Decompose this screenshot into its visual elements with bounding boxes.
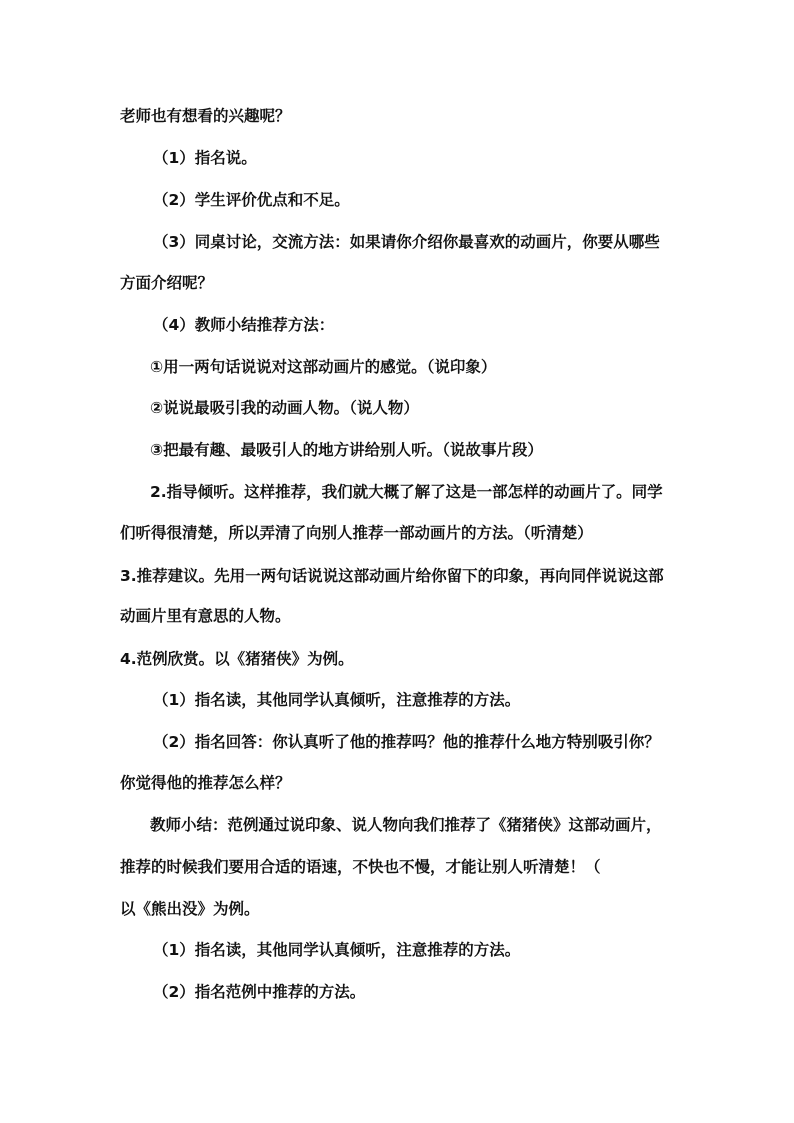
paragraph-line: ②说说最吸引我的动画人物。（说人物） bbox=[150, 399, 419, 417]
paragraph-line: 老师也有想看的兴趣呢？ bbox=[120, 107, 291, 125]
paragraph-line: 动画片里有意思的人物。 bbox=[120, 607, 291, 625]
paragraph-line: （2）指名范例中推荐的方法。 bbox=[153, 983, 366, 1001]
paragraph-line: 3.推荐建议。先用一两句话说说这部动画片给你留下的印象，再向同伴说说这部 bbox=[120, 567, 664, 585]
paragraph-line: ③把最有趣、最吸引人的地方讲给别人听。（说故事片段） bbox=[150, 441, 543, 459]
paragraph-line: （2）指名回答：你认真听了他的推荐吗？他的推荐什么地方特别吸引你？ bbox=[153, 733, 660, 751]
paragraph-line: 2.指导倾听。这样推荐，我们就大概了解了这是一部怎样的动画片了。同学 bbox=[150, 483, 663, 501]
paragraph-line: 你觉得他的推荐怎么样？ bbox=[120, 774, 291, 792]
paragraph-line: ①用一两句话说说对这部动画片的感觉。（说印象） bbox=[150, 358, 497, 376]
paragraph-line: 们听得很清楚，所以弄清了向别人推荐一部动画片的方法。（听清楚） bbox=[120, 524, 593, 542]
paragraph-line: （1）指名说。 bbox=[153, 149, 257, 167]
paragraph-line: （3）同桌讨论，交流方法：如果请你介绍你最喜欢的动画片，你要从哪些 bbox=[153, 233, 660, 251]
paragraph-line: 方面介绍呢？ bbox=[120, 274, 214, 292]
paragraph-line: （4）教师小结推荐方法： bbox=[153, 316, 335, 334]
paragraph-line: 教师小结：范例通过说印象、说人物向我们推荐了《猪猪侠》这部动画片， bbox=[150, 816, 662, 834]
paragraph-line: 4.范例欣赏。以《猪猪侠》为例。 bbox=[120, 650, 354, 668]
paragraph-line: 推荐的时候我们要用合适的语速，不快也不慢，才能让别人听清楚！（ bbox=[120, 858, 601, 876]
paragraph-line: 以《熊出没》为例。 bbox=[120, 900, 260, 918]
paragraph-line: （1）指名读，其他同学认真倾听，注意推荐的方法。 bbox=[153, 691, 521, 709]
paragraph-line: （1）指名读，其他同学认真倾听，注意推荐的方法。 bbox=[153, 941, 521, 959]
paragraph-line: （2）学生评价优点和不足。 bbox=[153, 191, 350, 209]
